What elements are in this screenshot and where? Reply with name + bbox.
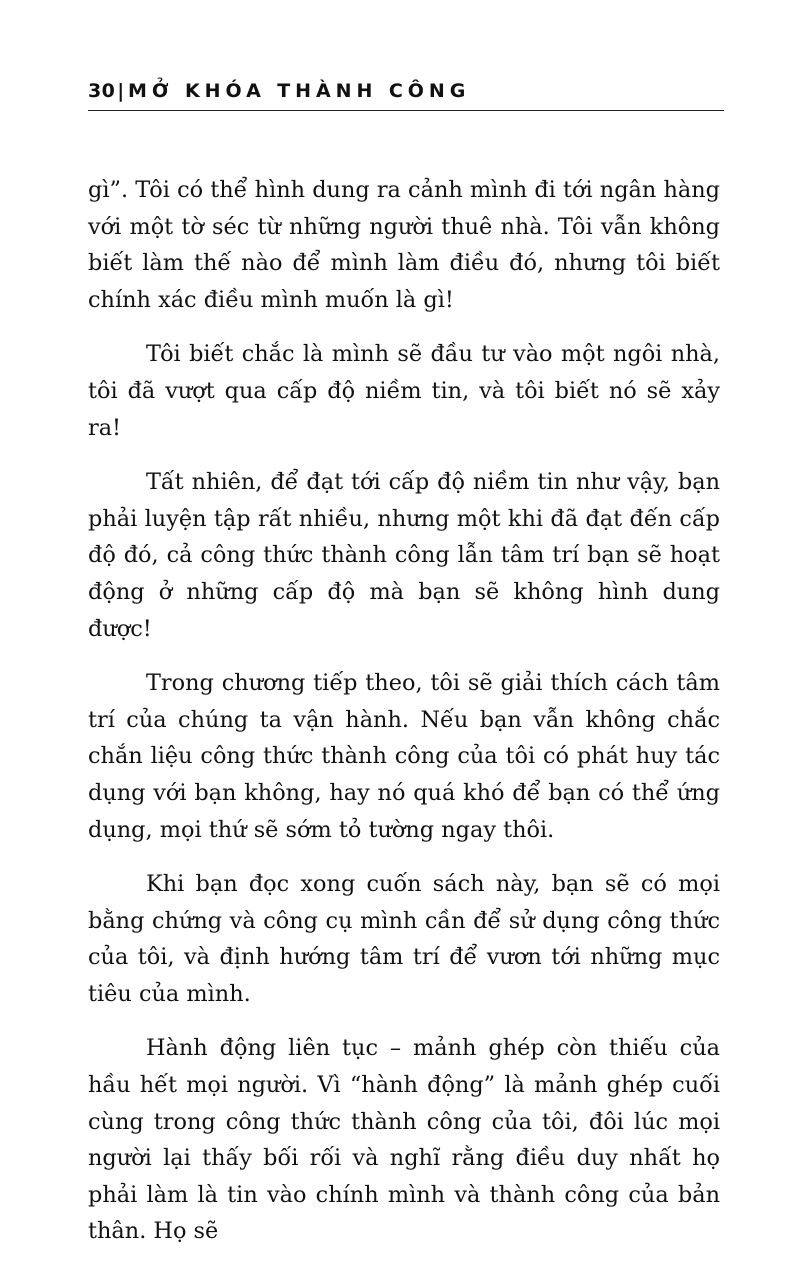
paragraph: Trong chương tiếp theo, tôi sẽ giải thích cách tâm trí của chúng ta vận hành. Nếu bạn vẫn không chắc chắn liệu công thức thành công của tôi có phát huy tác dụng với bạn không, hay nó quá khó để bạn có thể ứng dụng, mọi thứ sẽ sớm tỏ tường ngay thôi. — [88, 670, 720, 843]
running-header — [88, 76, 724, 111]
page-number: 30 — [88, 80, 116, 102]
paragraph: Khi bạn đọc xong cuốn sách này, bạn sẽ có mọi bằng chứng và công cụ mình cần để sử dụng công thức của tôi, và định hướng tâm trí để vươn tới những mục tiêu của mình. — [88, 871, 720, 1007]
paragraph-continued: gì”. Tôi có thể hình dung ra cảnh mình đi tới ngân hàng với một tờ séc từ những người thuê nhà. Tôi vẫn không biết làm thế nào để mình làm điều đó, nhưng tôi biết chính xác điều mình muốn là gì! — [88, 177, 720, 313]
paragraph: Tất nhiên, để đạt tới cấp độ niềm tin như vậy, bạn phải luyện tập rất nhiều, nhưng một khi đã đạt đến cấp độ đó, cả công thức thành công lẫn tâm trí bạn sẽ hoạt động ở những cấp độ mà bạn sẽ không hình dung được! — [88, 469, 720, 642]
body-text — [88, 172, 720, 1268]
paragraph: Tôi biết chắc là mình sẽ đầu tư vào một ngôi nhà, tôi đã vượt qua cấp độ niềm tin, và tôi biết nó sẽ xảy ra! — [88, 341, 720, 441]
paragraph: Hành động liên tục – mảnh ghép còn thiếu của hầu hết mọi người. Vì “hành động” là mảnh ghép cuối cùng trong công thức thành công của tôi, đôi lúc mọi người lại thấy bối rối và nghĩ rằng điều duy nhất họ phải làm là tin vào chính mình và thành công của bản thân. Họ sẽ — [88, 1035, 720, 1245]
header-separator: | — [117, 80, 127, 102]
book-title: MỞ KHÓA THÀNH CÔNG — [128, 80, 471, 102]
